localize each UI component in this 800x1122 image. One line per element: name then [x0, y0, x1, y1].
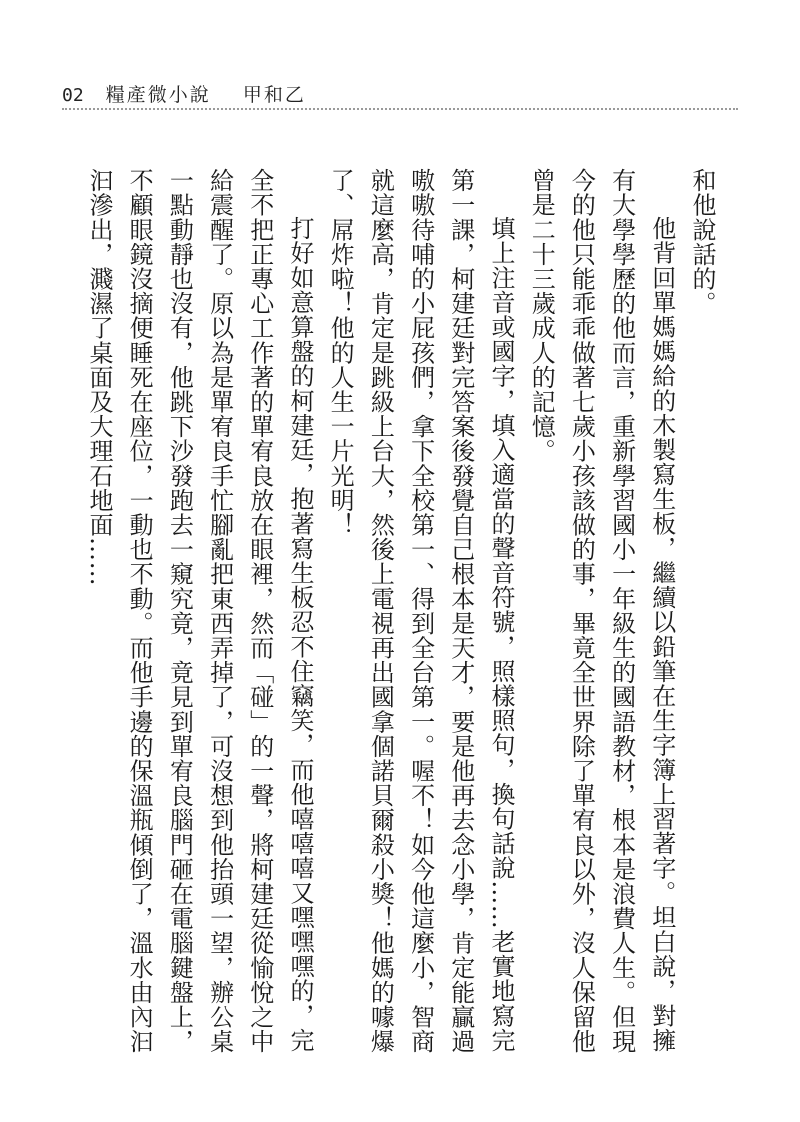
paragraph: 填上注音或國字，填入適當的聲音符號，照樣照句，換句話說……老實地寫完第一課，柯建廷對完答案後發覺自己根本是天才，要是他再去念小學，肯定能贏過嗷嗷待哺的小屁孩們，拿下全校第一、得到全台第一。喔不！如今他這麼小，智商就這麼高，肯定是跳級上台大，然後上電視再出國拿個諾貝爾殺小獎！他媽的噱爆了、屌炸啦！他的人生一片光明！ [326, 168, 515, 1054]
paragraph: 他背回單媽媽給的木製寫生板，繼續以鉛筆在生字簿上習著字。坦白說，對擁有大學學歷的他而言，重新學習國小一年級生的國語教材，根本是浪費人生。但現今的他只能乖乖做著七歲小孩該做的事，畢竟全世界除了單宥良以外，沒人保留他曾是二十三歲成人的記憶。 [527, 168, 676, 1054]
page-number: 02 [62, 85, 84, 106]
body-text [79, 168, 722, 1068]
book-title: 糧產微小說 [105, 84, 211, 106]
chapter-title: 甲和乙 [242, 84, 306, 106]
header-divider [62, 108, 738, 110]
paragraph: 打好如意算盤的柯建廷，抱著寫生板忍不住竊笑，而他嘻嘻嘻又嘿嘿嘿的，完全不把正專心工作著的單宥良放在眼裡，然而「碰」的一聲，將柯建廷從愉悅之中給震醒了。原以為是單宥良手忙腳亂把東西弄掉了，可沒想到他抬頭一望，辦公桌一點動靜也沒有，他跳下沙發跑去一窺究竟，竟見到單宥良腦門砸在電腦鍵盤上，不顧眼鏡沒摘便睡死在座位，一動也不動。而他手邊的保溫瓶傾倒了，溫水由內汩汩滲出，濺濕了桌面及大理石地面…… [84, 168, 314, 1054]
running-header [62, 80, 306, 107]
paragraph: 和他說話的。 [688, 168, 716, 316]
